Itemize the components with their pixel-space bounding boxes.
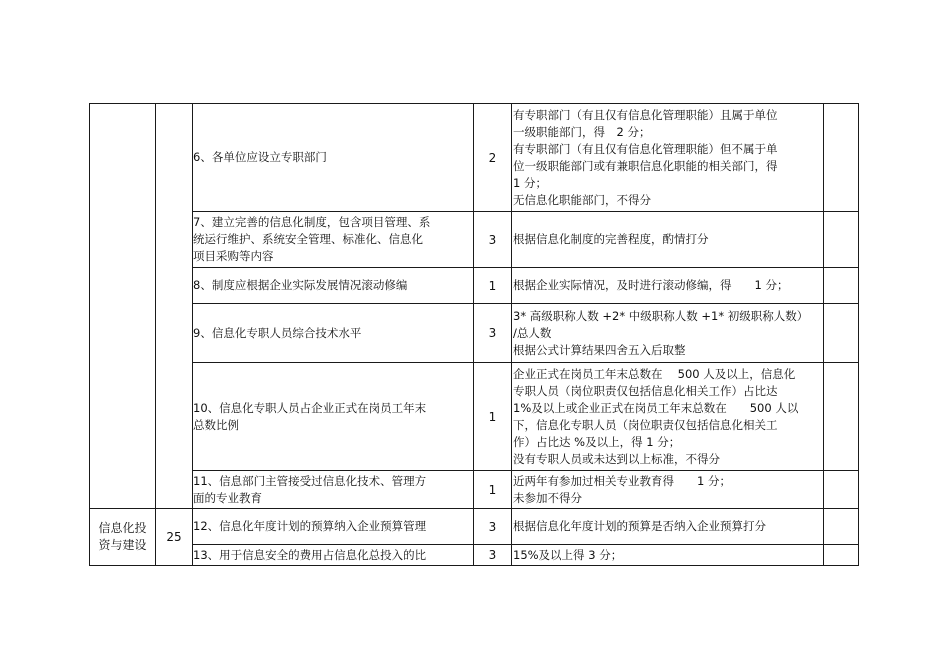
item-score: 3 bbox=[488, 519, 497, 534]
col-line bbox=[155, 103, 156, 566]
criteria-text: 企业正式在岗员工年末总数在 500 人及以上，信息化 专职人员（岗位职责仅包括信息化相关工作）占比达 1%及以上或企业正式在岗员工年末总数在 500 人以 下，信息化专职人员（岗位职责仅包括信息化相关工 作）占比达 %及以上，得 1 分； 没有专职人员或未达到以上标准，不得分 bbox=[513, 366, 799, 466]
row-line bbox=[89, 565, 859, 566]
item-text: 10、信息化专职人员占企业正式在岗员工年末 总数比例 bbox=[193, 400, 427, 432]
item-score: 3 bbox=[488, 232, 497, 247]
item-score: 1 bbox=[488, 482, 497, 497]
criteria-text: 根据企业实际情况，及时进行滚动修编，得 1 分； bbox=[513, 278, 789, 292]
item-score: 1 bbox=[488, 409, 497, 424]
col-line bbox=[858, 103, 859, 566]
col-line bbox=[511, 103, 512, 566]
item-text: 6、各单位应设立专职部门 bbox=[193, 150, 327, 164]
col-line bbox=[823, 103, 824, 566]
criteria-text: 根据信息化制度的完善程度，酌情打分 bbox=[513, 232, 709, 246]
item-score: 3 bbox=[488, 548, 497, 562]
category-name: 信息化投 资与建设 bbox=[98, 521, 147, 552]
item-text: 8、制度应根据企业实际发展情况滚动修编 bbox=[193, 278, 408, 292]
item-score: 3 bbox=[488, 326, 497, 340]
category-score: 25 bbox=[166, 530, 182, 544]
item-score: 2 bbox=[488, 150, 497, 165]
item-text: 9、信息化专职人员综合技术水平 bbox=[193, 325, 362, 340]
item-score: 1 bbox=[488, 278, 497, 293]
criteria-text: 近两年有参加过相关专业教育得 1 分； 未参加不得分 bbox=[513, 473, 731, 505]
criteria-text: 根据信息化年度计划的预算是否纳入企业预算打分 bbox=[513, 519, 766, 533]
col-line bbox=[89, 103, 90, 566]
criteria-text: 3* 高级职称人数 +2* 中级职称人数 +1* 初级职称人数） /总人数 根据公式计算结果四舍五入后取整 bbox=[513, 308, 809, 357]
criteria-text: 有专职部门（有且仅有信息化管理职能）且属于单位 一级职能部门，得 2 分； 有专职部门（有且仅有信息化管理职能）但不属于单 位一级职能部门或有兼职信息化职能的相关部门，得 1 分； 无信息化职能部门，不得分 bbox=[513, 107, 778, 207]
item-text: 12、信息化年度计划的预算纳入企业预算管理 bbox=[193, 519, 427, 533]
criteria-text: 15%及以上得 3 分； bbox=[513, 547, 623, 562]
item-text: 7、建立完善的信息化制度，包含项目管理、系 统运行维护、系统安全管理、标准化、信息化 项目采购等内容 bbox=[193, 215, 431, 263]
item-text: 13、用于信息安全的费用占信息化总投入的比 bbox=[193, 547, 427, 562]
item-text: 11、信息部门主管接受过信息化技术、管理方 面的专业教育 bbox=[193, 473, 427, 505]
